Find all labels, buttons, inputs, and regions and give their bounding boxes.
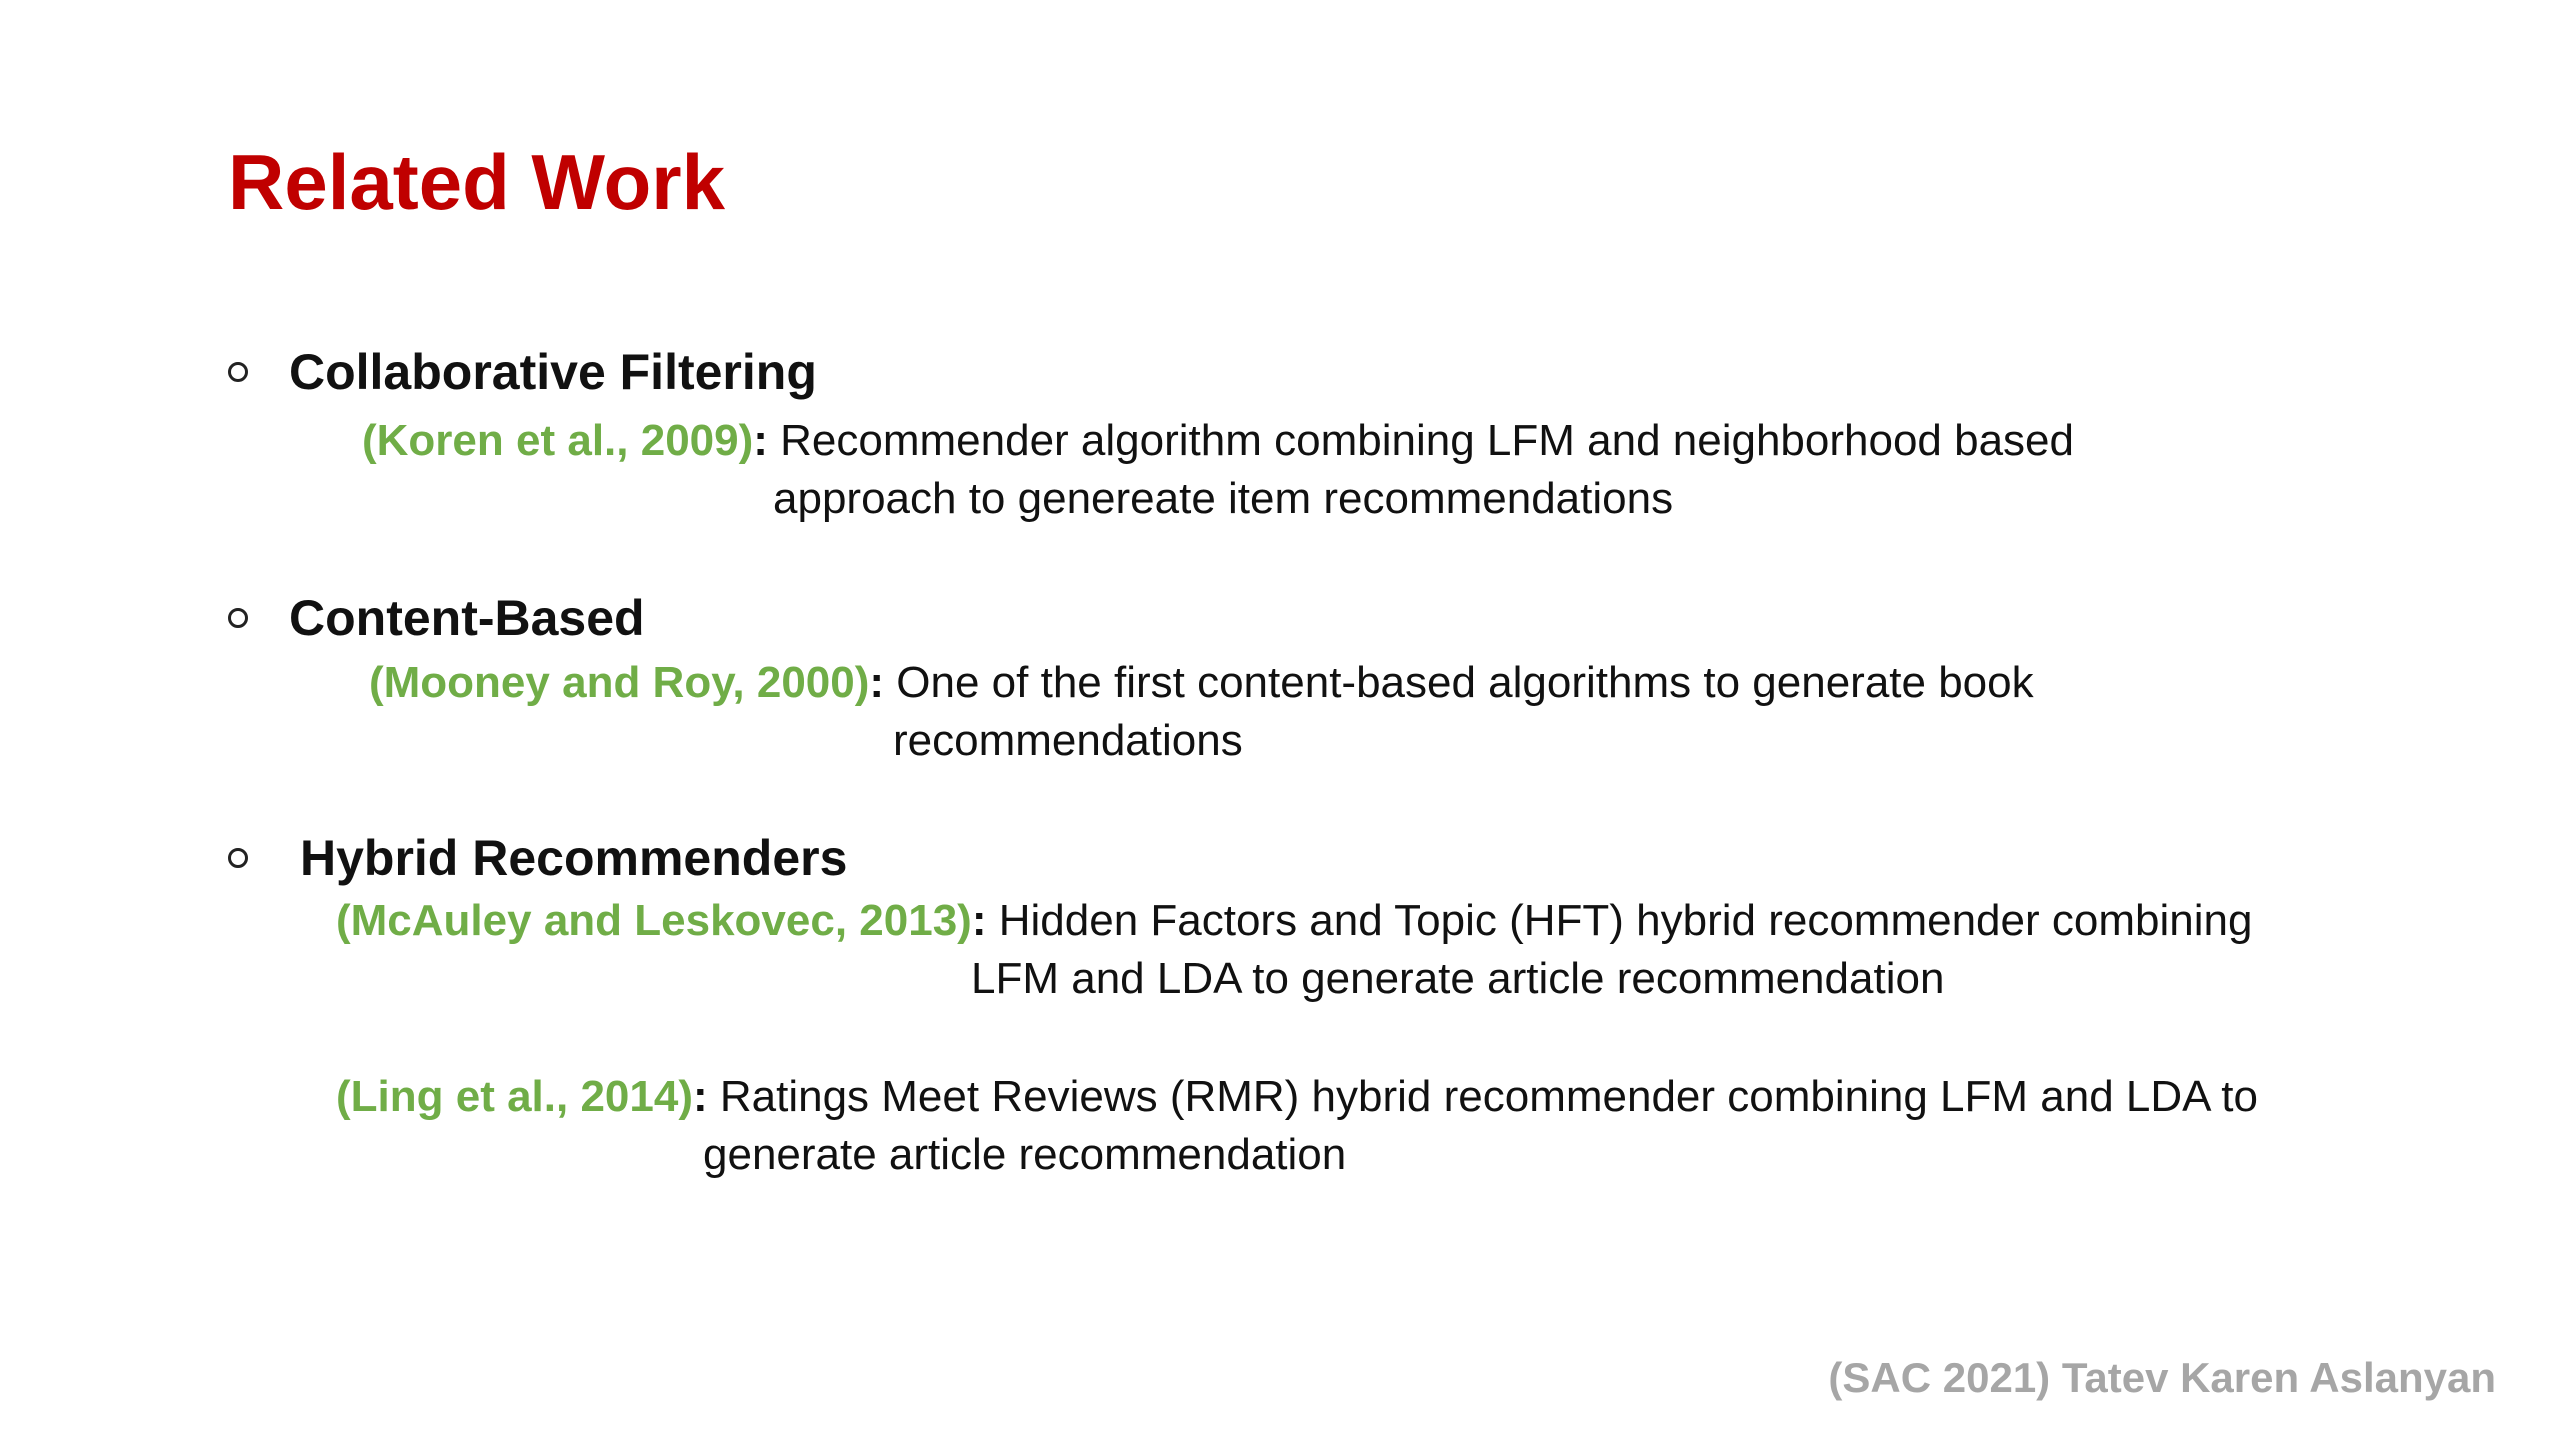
section-heading: Hybrid Recommenders xyxy=(300,830,848,886)
reference-entry xyxy=(362,412,2074,528)
slide-title: Related Work xyxy=(228,138,726,226)
citation: (Mooney and Roy, 2000) xyxy=(369,658,870,707)
hollow-circle-bullet-icon xyxy=(228,362,248,382)
bullet-row xyxy=(228,342,248,402)
citation-separator: : xyxy=(753,416,768,465)
citation-separator: : xyxy=(692,1072,708,1121)
section-heading: Collaborative Filtering xyxy=(289,344,817,400)
bullet-row xyxy=(228,828,248,888)
bullet-row xyxy=(228,588,248,648)
reference-line-1 xyxy=(336,892,2252,950)
reference-line-1 xyxy=(336,1068,2258,1126)
reference-description: Recommender algorithm combining LFM and neighborhood based xyxy=(767,416,2074,465)
hollow-circle-bullet-icon xyxy=(228,608,248,628)
reference-line-2: LFM and LDA to generate article recommendation xyxy=(971,954,1945,1003)
citation-separator: : xyxy=(869,658,885,707)
citation-separator: : xyxy=(971,896,987,945)
reference-line-2: recommendations xyxy=(893,716,1243,765)
citation: (Ling et al., 2014) xyxy=(336,1072,693,1121)
citation: (McAuley and Leskovec, 2013) xyxy=(336,896,972,945)
reference-line-2: approach to genereate item recommendations xyxy=(773,474,1674,523)
reference-entry xyxy=(336,1068,2258,1184)
citation: (Koren et al., 2009) xyxy=(362,416,754,465)
reference-description: One of the first content-based algorithms to generate book xyxy=(884,658,2034,707)
reference-line-1 xyxy=(362,412,2074,470)
reference-entry xyxy=(369,654,2034,770)
slide-footer: (SAC 2021) Tatev Karen Aslanyan xyxy=(1828,1354,2496,1401)
reference-entry xyxy=(336,892,2252,1008)
section-heading: Content-Based xyxy=(289,590,645,646)
reference-description: Ratings Meet Reviews (RMR) hybrid recommender combining LFM and LDA to xyxy=(707,1072,2258,1121)
reference-description: Hidden Factors and Topic (HFT) hybrid recommender combining xyxy=(986,896,2253,945)
reference-line-1 xyxy=(369,654,2034,712)
reference-line-2: generate article recommendation xyxy=(703,1130,1347,1179)
hollow-circle-bullet-icon xyxy=(228,848,248,868)
